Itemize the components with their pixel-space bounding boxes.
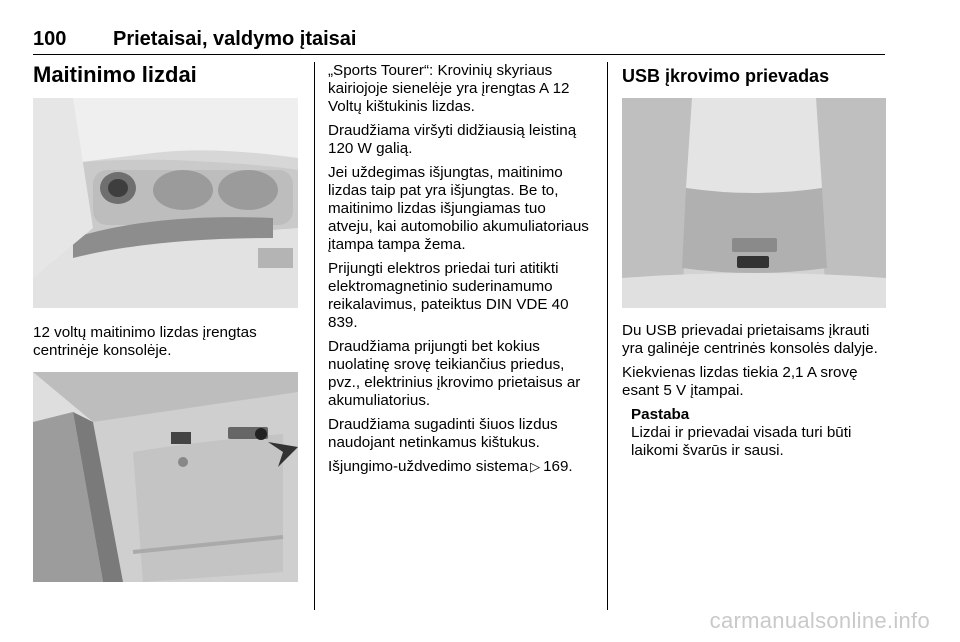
paragraph-no-dc-accessories: Draudžiama prijungti bet kokius nuolatinę srovę teikiančius priedus, pvz., elektrinius įkrovimo prietaisus ar akumuliatorius.: [328, 338, 581, 409]
note-title: Pastaba: [631, 406, 690, 423]
xref-text: Išjungimo-uždvedimo sistema: [328, 458, 529, 475]
watermark: carmanualsonline.info: [709, 608, 930, 633]
column-left: [33, 62, 301, 582]
paragraph-max-power: Draudžiama viršyti didžiausią leistiną 120 W galią.: [328, 122, 577, 157]
column-divider: [314, 62, 315, 610]
column-middle: [328, 62, 590, 482]
console-outlet-caption: 12 voltų maitinimo lizdas įrengtas centrinėje konsolėje.: [33, 324, 257, 359]
xref-page: 169.: [543, 458, 573, 475]
section-title-power-outlets: Maitinimo lizdai: [33, 62, 197, 87]
chapter-title: Prietaisai, valdymo įtaisai: [113, 28, 357, 50]
console-outlet-illustration: [33, 98, 298, 308]
note-box: [631, 406, 888, 460]
paragraph-cargo-outlet: „Sports Tourer“: Krovinių skyriaus kairiojoje sienelėje yra įrengtas A 12 Voltų kištukinis lizdas.: [328, 62, 570, 115]
column-divider: [607, 62, 608, 610]
paragraph-no-damage: Draudžiama sugadinti šiuos lizdus naudojant netinkamus kištukus.: [328, 416, 558, 451]
usb-port-illustration: [622, 98, 886, 308]
column-right: [622, 62, 888, 466]
usb-port-photo: [622, 98, 886, 308]
cargo-outlet-illustration: [33, 372, 298, 582]
section-title-usb: USB įkrovimo prievadas: [622, 66, 830, 86]
paragraph-usb-current: Kiekvienas lizdas tiekia 2,1 A srovę esant 5 V įtampai.: [622, 364, 858, 399]
console-outlet-photo: [33, 98, 298, 308]
paragraph-ignition-off: Jei uždegimas išjungtas, maitinimo lizdas taip pat yra išjungtas. Be to, maitinimo lizdas išjungiamas tuo atveju, kai automobilio akumuliatoriaus įtampa tampa žema.: [328, 164, 589, 253]
note-text: Lizdai ir prievadai visada turi būti laikomi švarūs ir sausi.: [631, 424, 852, 459]
page-number: 100: [33, 28, 67, 50]
triangle-right-icon: ▷: [530, 459, 541, 474]
paragraph-emc-requirements: Prijungti elektros priedai turi atitikti elektromagnetinio suderinamumo reikalavimus, pateiktus DIN VDE 40 839.: [328, 260, 569, 331]
page-header: [33, 26, 885, 55]
paragraph-usb-location: Du USB prievadai prietaisams įkrauti yra galinėje centrinės konsolės dalyje.: [622, 322, 878, 357]
cross-reference[interactable]: [328, 458, 590, 476]
cargo-outlet-photo: [33, 372, 298, 582]
